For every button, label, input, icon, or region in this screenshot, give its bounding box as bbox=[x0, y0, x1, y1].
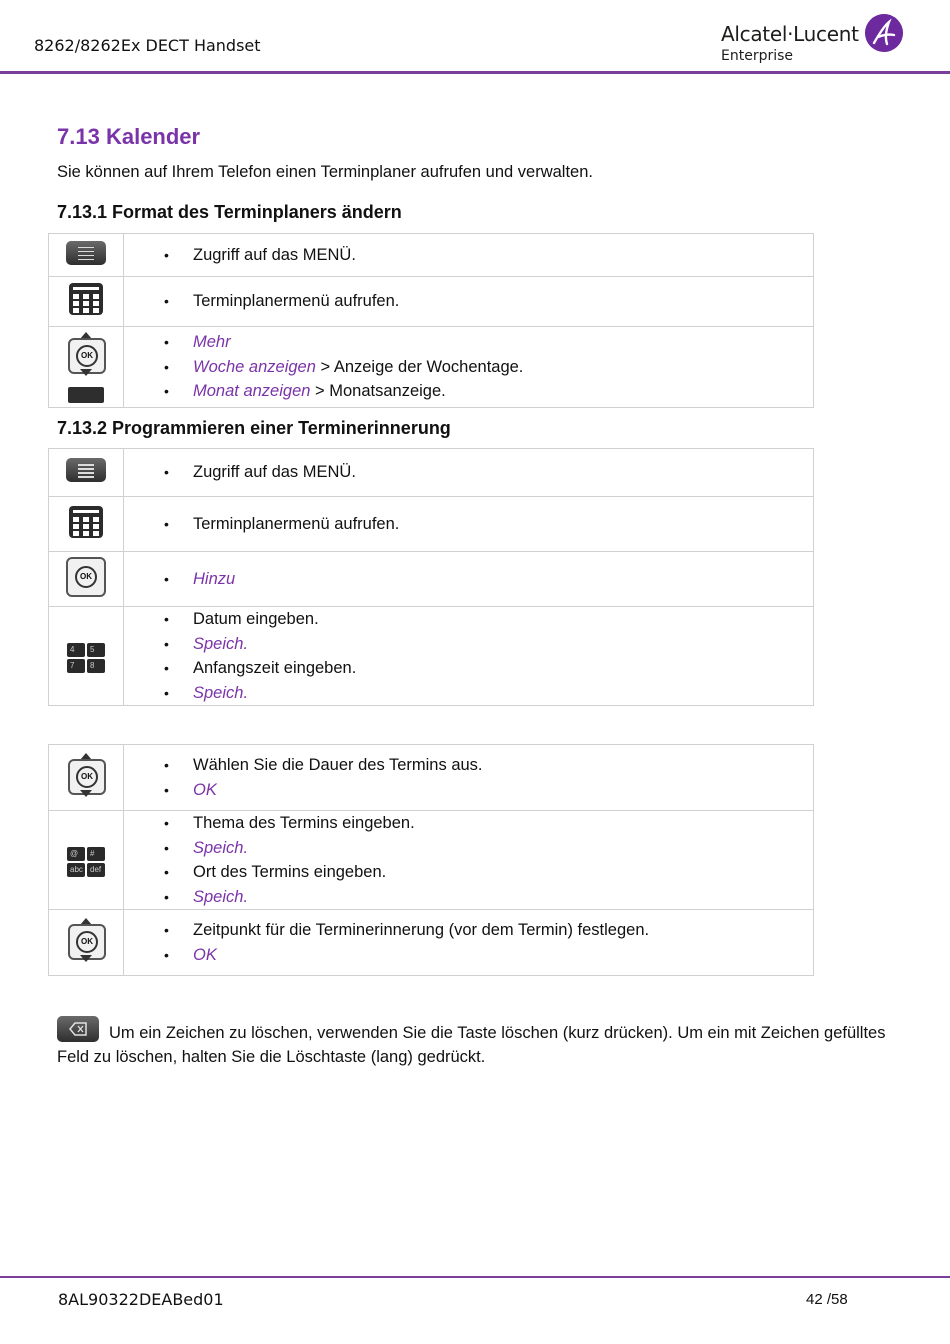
step-item bbox=[168, 632, 813, 657]
step-item: • Zugriff auf das MENÜ. bbox=[168, 243, 813, 268]
step-text-cell bbox=[124, 277, 814, 327]
step-row bbox=[49, 277, 814, 327]
softkey-icon bbox=[68, 387, 104, 403]
menu-option: Speich. bbox=[193, 683, 249, 702]
step-row bbox=[49, 552, 814, 607]
ok-key-icon: OK bbox=[66, 557, 106, 597]
step-item bbox=[168, 681, 813, 706]
step-text-cell bbox=[124, 234, 814, 277]
step-item: • Thema des Termins eingeben. bbox=[168, 811, 813, 836]
backspace-key-icon bbox=[57, 1016, 99, 1042]
subsection-heading-reminder: 7.13.2 Programmieren einer Terminerinnerung bbox=[57, 418, 451, 438]
step-item bbox=[168, 330, 813, 355]
step-row bbox=[49, 910, 814, 976]
navigator-ok-key-icon: OK bbox=[66, 332, 106, 376]
step-icon-cell bbox=[49, 277, 124, 327]
alpha-keypad-icon: @ # abc def bbox=[67, 847, 105, 877]
step-item bbox=[168, 355, 813, 380]
step-text: > Monatsanzeige. bbox=[310, 382, 446, 401]
alcatel-lucent-logo bbox=[721, 14, 906, 70]
step-text: > Anzeige der Wochentage. bbox=[315, 357, 524, 376]
step-item bbox=[168, 885, 813, 910]
step-row bbox=[49, 745, 814, 811]
footer-rule bbox=[0, 1276, 950, 1278]
navigator-ok-key-icon: OK bbox=[66, 753, 106, 797]
navigator-ok-key-icon: OK bbox=[66, 918, 106, 962]
step-text-cell bbox=[124, 327, 814, 408]
step-text-cell bbox=[124, 497, 814, 552]
section-heading bbox=[57, 124, 200, 150]
step-row bbox=[49, 497, 814, 552]
menu-option: Speich. bbox=[193, 887, 249, 906]
note-text: Um ein Zeichen zu löschen, verwenden Sie die Taste löschen (kurz drücken). Um ein mit Zeichen gefülltes Feld zu löschen, halten Sie die Löschtaste (lang) gedrückt. bbox=[57, 1024, 886, 1066]
step-icon-cell bbox=[49, 910, 124, 976]
step-icon-cell bbox=[49, 234, 124, 277]
step-icon-cell bbox=[49, 449, 124, 497]
step-row bbox=[49, 234, 814, 277]
step-icon-cell bbox=[49, 552, 124, 607]
step-item bbox=[168, 379, 813, 404]
section-title: Kalender bbox=[105, 124, 201, 149]
delete-key-note bbox=[57, 1016, 897, 1069]
step-icon-cell bbox=[49, 811, 124, 910]
steps-table-format bbox=[48, 233, 814, 408]
step-item: • Wählen Sie die Dauer des Termins aus. bbox=[168, 753, 813, 778]
menu-key-icon bbox=[66, 458, 106, 482]
step-item bbox=[168, 836, 813, 861]
step-item: • Datum eingeben. bbox=[168, 607, 813, 632]
subsection-heading-format: 7.13.1 Format des Terminplaners ändern bbox=[57, 202, 402, 222]
section-intro: Sie können auf Ihrem Telefon einen Terminplaner aufrufen und verwalten. bbox=[57, 163, 593, 181]
step-icon-cell bbox=[49, 497, 124, 552]
step-item bbox=[168, 943, 813, 968]
menu-option: Monat anzeigen bbox=[193, 382, 311, 401]
step-item: • Ort des Termins eingeben. bbox=[168, 860, 813, 885]
logo-subtitle: Enterprise bbox=[721, 48, 794, 64]
menu-option: OK bbox=[193, 780, 217, 799]
step-icon-cell bbox=[49, 327, 124, 408]
calendar-key-icon bbox=[69, 283, 103, 315]
step-item: • Zeitpunkt für die Terminerinnerung (vor dem Termin) festlegen. bbox=[168, 918, 813, 943]
step-item: • Anfangszeit eingeben. bbox=[168, 656, 813, 681]
header-rule bbox=[0, 71, 950, 74]
step-item bbox=[168, 567, 813, 592]
steps-table-reminder bbox=[48, 448, 814, 706]
menu-option: OK bbox=[193, 945, 217, 964]
step-row bbox=[49, 449, 814, 497]
step-row bbox=[49, 607, 814, 706]
step-item: • Zugriff auf das MENÜ. bbox=[168, 460, 813, 485]
logo-mark-icon bbox=[865, 14, 903, 52]
step-text-cell bbox=[124, 607, 814, 706]
step-text-cell bbox=[124, 449, 814, 497]
calendar-key-icon bbox=[69, 506, 103, 538]
step-row bbox=[49, 811, 814, 910]
steps-table-reminder-continued bbox=[48, 744, 814, 976]
step-row bbox=[49, 327, 814, 408]
footer-page-number: 42 /58 bbox=[806, 1291, 848, 1308]
menu-option: Hinzu bbox=[193, 569, 236, 588]
step-text-cell bbox=[124, 910, 814, 976]
step-item bbox=[168, 778, 813, 803]
numeric-keypad-icon: 4 5 7 8 bbox=[67, 643, 105, 673]
header-document-title: 8262/8262Ex DECT Handset bbox=[34, 36, 261, 55]
menu-key-icon bbox=[66, 241, 106, 265]
step-icon-cell bbox=[49, 607, 124, 706]
step-item: • Terminplanermenü aufrufen. bbox=[168, 289, 813, 314]
menu-option: Speich. bbox=[193, 838, 249, 857]
step-text-cell bbox=[124, 811, 814, 910]
logo-name: Alcatel·Lucent bbox=[721, 22, 859, 46]
step-text-cell bbox=[124, 745, 814, 811]
step-item: • Terminplanermenü aufrufen. bbox=[168, 512, 813, 537]
section-number: 7.13 bbox=[57, 124, 100, 149]
footer-document-reference: 8AL90322DEABed01 bbox=[58, 1290, 224, 1309]
menu-option: Speich. bbox=[193, 634, 249, 653]
step-text-cell bbox=[124, 552, 814, 607]
menu-option: Woche anzeigen bbox=[193, 357, 316, 376]
step-icon-cell bbox=[49, 745, 124, 811]
menu-option: Mehr bbox=[193, 333, 231, 352]
